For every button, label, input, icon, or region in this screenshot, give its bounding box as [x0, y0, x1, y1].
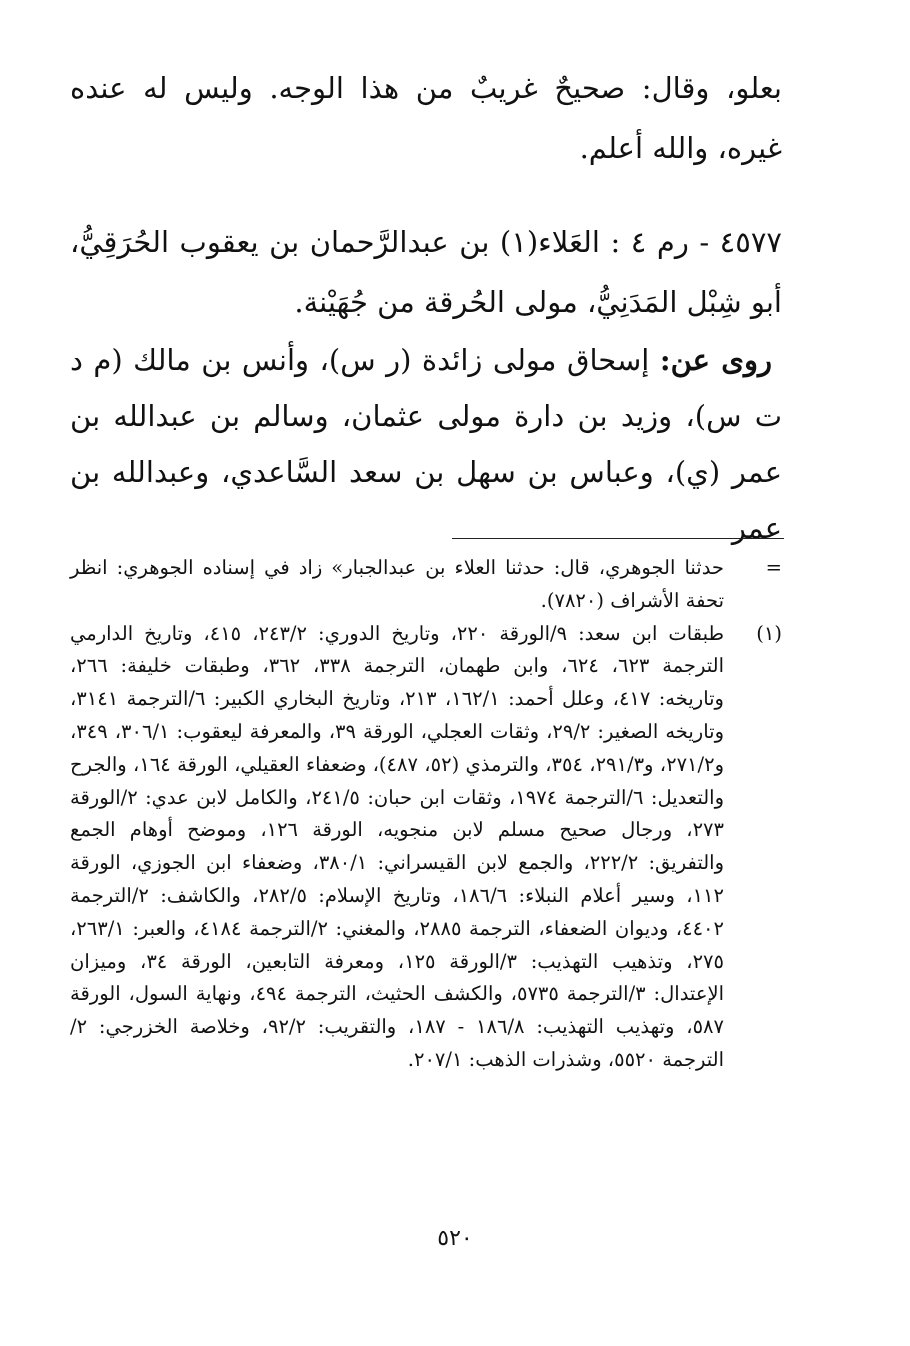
- footnote-marker: (١): [756, 621, 782, 645]
- footnote-text: حدثنا الجوهري، قال: حدثنا العلاء بن عبدالجبار» زاد في إسناده الجوهري: انظر تحفة الأشراف (٧٨٢٠).: [70, 556, 724, 612]
- footnote-marker: =: [765, 556, 782, 579]
- footnote-continuation: [70, 552, 782, 618]
- entry-heading: ٤٥٧٧ - رم ٤ : العَلاء(١) بن عبدالرَّحمان بن يعقوب الحُرَقِيُّ، أبو شِبْل المَدَنِيُّ، مولى الحُرقة من جُهَيْنة.: [70, 225, 782, 319]
- footnote-separator: [452, 538, 784, 539]
- narrators-paragraph: [70, 332, 782, 556]
- continuation-text: بعلو، وقال: صحيحٌ غريبٌ من هذا الوجه. وليس له عنده غيره، والله أعلم.: [70, 71, 782, 165]
- biography-entry: [70, 212, 782, 556]
- narrators-label: روى عن:: [659, 343, 773, 377]
- footnote-text: طبقات ابن سعد: ٩/الورقة ٢٢٠، وتاريخ الدوري: ٢٤٣/٢، ٤١٥، وتاريخ الدارمي الترجمة ٦٢٣، ٦٢٤، وابن طهمان، الترجمة ٣٣٨، ٣٦٢، وطبقات خليفة: ٢٦٦، وتاريخه: ٤١٧، وعلل أحمد: ١٦٢/١، ٢١٣، وتاريخ البخاري الكبير: ٦/الترجمة ٣١٤١، وتاريخه الصغير: ٢٩/٢، وثقات العجلي، الورقة ٣٩، والمعرفة ليعقوب: ٣٠٦/١، ٣٤٩، و٢٧١/٢، و٢٩١/٣، ٣٥٤، والترمذي (٥٢، ٤٨٧)، وضعفاء العقيلي، الورقة ١٦٤، والجرح والتعديل: ٦/الترجمة ١٩٧٤، وثقات ابن حبان: ٢٤١/٥، والكامل لابن عدي: ٢/الورقة ٢٧٣، ورجال صحيح مسلم لابن منجويه، الورقة ١٢٦، وموضح أوهام الجمع والتفريق: ٢٢٢/٢، والجمع لابن القيسراني: ٣٨٠/١، وضعفاء ابن الجوزي، الورقة ١١٢، وسير أعلام النبلاء: ١٨٦/٦، وتاريخ الإسلام: ٢٨٢/٥، والكاشف: ٢/الترجمة ٤٤٠٢، وديوان الضعفاء، الترجمة ٢٨٨٥، والمغني: ٢/الترجمة ٤١٨٤، والعبر: ٢٦٣/١، ٢٧٥، وتذهيب التهذيب: ٣/الورقة ١٢٥، ومعرفة التابعين، الورقة ٣٤، وميزان الإعتدال: ٣/الترجمة ٥٧٣٥، والكشف الحثيث، الترجمة ٤٩٤، ونهاية السول، الورقة ٥٨٧، وتهذيب التهذيب: ١٨٦/٨ - ١٨٧، والتقريب: ٩٢/٢، وخلاصة الخزرجي: ٢/الترجمة ٥٥٢٠، وشذرات الذهب: ٢٠٧/١.: [70, 621, 725, 1071]
- page-number: ٥٢٠: [437, 1226, 473, 1251]
- footnote-1: [70, 618, 782, 1077]
- footnotes: [70, 552, 782, 1077]
- narrators-text: إسحاق مولى زائدة (ر س)، وأنس بن مالك (م د ت س)، وزيد بن دارة مولى عثمان، وسالم بن عبدالله بن عمر (ي)، وعباس بن سهل بن سعد السَّاعدي، وعبدالله بن عمر: [70, 343, 782, 545]
- continuation-paragraph: [70, 58, 782, 178]
